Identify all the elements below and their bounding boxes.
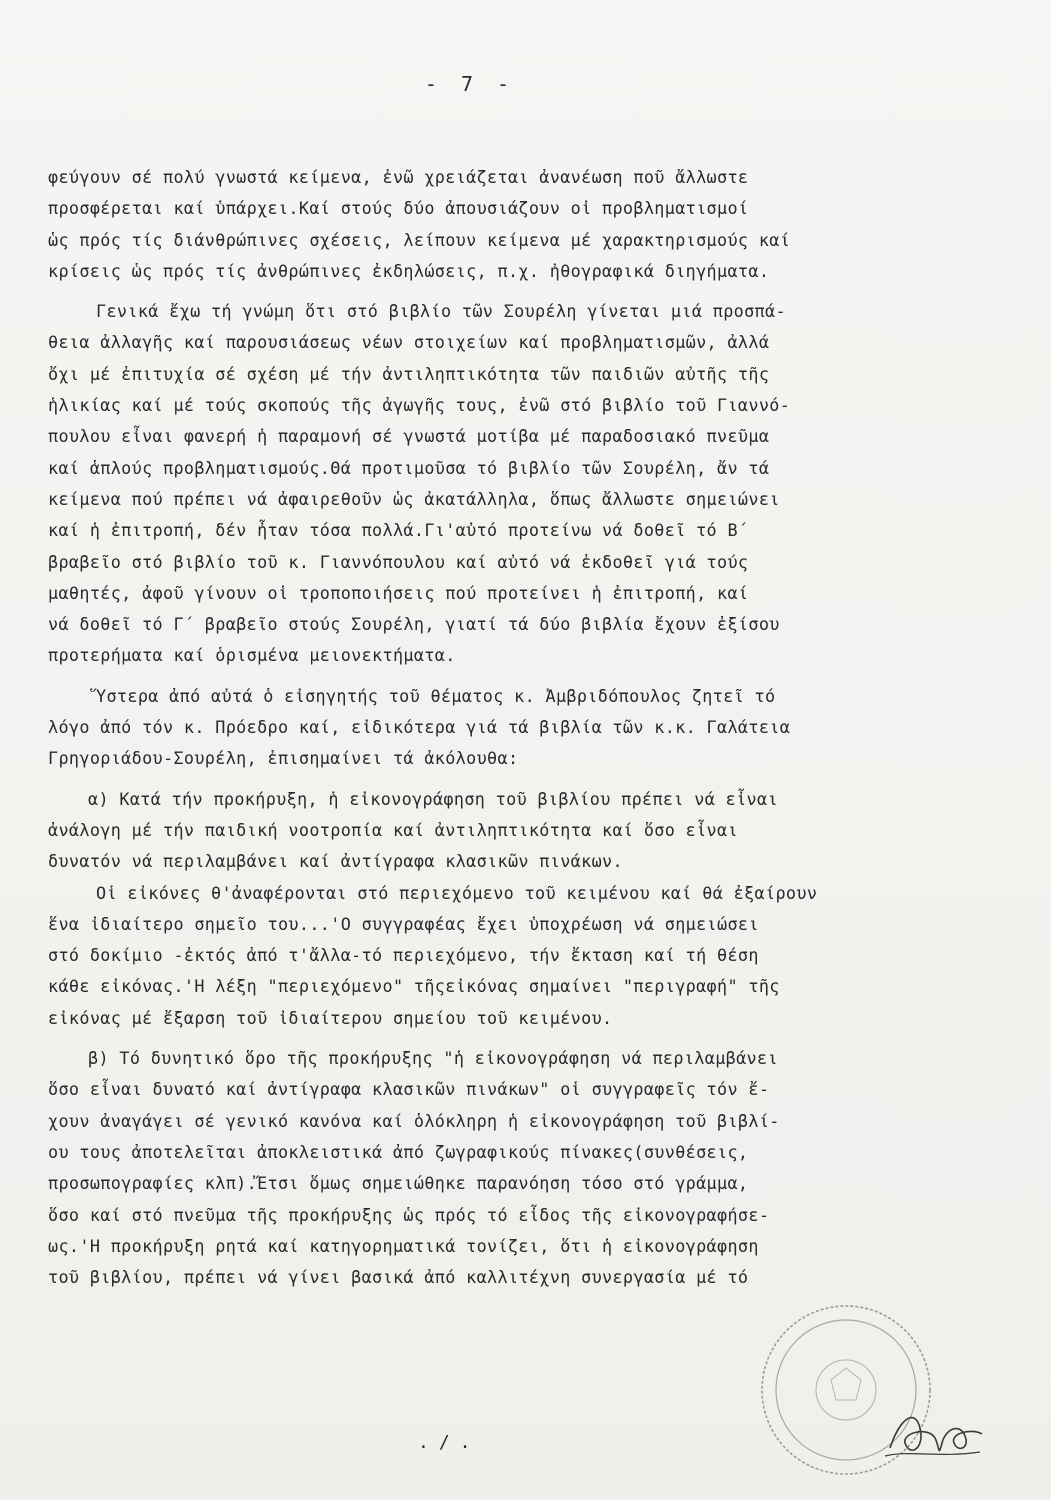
text-line: Γρηγοριάδου-Σουρέλη, ἐπισημαίνει τά ἀκόλουθα: <box>48 748 519 769</box>
text-line: Γενικά ἔχω τή γνώμη ὅτι στό βιβλίο τῶν Σουρέλη γίνεται μιά προσπά- <box>96 301 786 322</box>
text-line: ου τους ἀποτελεῖται ἀποκλειστικά ἀπό ζωγραφικούς πίνακες(συνθέσεις, <box>48 1141 749 1162</box>
handwritten-signature <box>880 1398 990 1468</box>
text-line: προτερήματα καί ὁρισμένα μειονεκτήματα. <box>48 645 456 666</box>
text-line: εἰκόνας μέ ἔξαρση τοῦ ἰδιαίτερου σημείου τοῦ κειμένου. <box>48 1007 613 1028</box>
continuation-mark: ./. <box>418 1432 481 1453</box>
text-line: μαθητές, ἀφοῦ γίνουν οἱ τροποποιήσεις πού προτείνει ἡ ἐπιτροπή, καί <box>48 582 749 603</box>
text-line: νά δοθεῖ τό Γ΄ βραβεῖο στούς Σουρέλη, γιατί τά δύο βιβλία ἔχουν ἐξίσου <box>48 614 780 635</box>
text-line: λόγο ἀπό τόν κ. Πρόεδρο καί, εἰδικότερα γιά τά βιβλία τῶν κ.κ. Γαλάτεια <box>48 717 791 738</box>
text-line: ἀνάλογη μέ τήν παιδική νοοτροπία καί ἀντιληπτικότητα καί ὅσο εἶναι <box>48 819 738 840</box>
text-line: β) Τό δυνητικό ὅρο τῆς προκήρυξης "ἡ εἰκονογράφηση νά περιλαμβάνει <box>88 1048 778 1069</box>
text-line: ὅσο καί στό πνεῦμα τῆς προκήρυξης ὡς πρός τό εἶδος τῆς εἰκονογραφήσε- <box>48 1204 770 1225</box>
text-line: κρίσεις ὡς πρός τίς ἀνθρώπινες ἐκδηλώσεις, π.χ. ἠθογραφικά διηγήματα. <box>48 260 770 281</box>
text-line: δυνατόν νά περιλαμβάνει καί ἀντίγραφα κλασικῶν πινάκων. <box>48 851 623 872</box>
text-line: τοῦ βιβλίου, πρέπει νά γίνει βασικά ἀπό καλλιτέχνη συνεργασία μέ τό <box>48 1267 749 1288</box>
paragraph-gap <box>48 287 1033 296</box>
text-line: χουν ἀναγάγει σέ γενικό κανόνα καί ὁλόκληρη ἡ εἰκονογράφηση τοῦ βιβλί- <box>48 1110 780 1131</box>
text-line: στό δοκίμιο -ἐκτός ἀπό τ'ἄλλα-τό περιεχόμενο, τήν ἔκταση καί τή θέση <box>48 945 759 966</box>
paragraph-gap <box>48 1034 1033 1043</box>
text-line: ως.'Η προκήρυξη ρητά καί κατηγορηματικά τονίζει, ὅτι ἡ εἰκονογράφηση <box>48 1235 759 1256</box>
text-line: κείμενα πού πρέπει νά ἀφαιρεθοῦν ὡς ἀκατάλληλα, ὅπως ἄλλωστε σημειώνει <box>48 488 780 509</box>
text-line: καί ἡ ἐπιτροπή, δέν ἦταν τόσα πολλά.Γι'αὐτό προτείνω νά δοθεῖ τό Β΄ <box>48 520 749 541</box>
text-line: ὡς πρός τίς διάνθρώπινες σχέσεις, λείπουν κείμενα μέ χαρακτηρισμούς καί <box>48 229 791 250</box>
text-line: πουλου εἶναι φανερή ἡ παραμονή σέ γνωστά μοτίβα μέ παραδοσιακό πνεῦμα <box>48 426 770 447</box>
text-line: θεια ἀλλαγῆς καί παρουσιάσεως νέων στοιχείων καί προβληματισμῶν, ἀλλά <box>48 332 770 353</box>
document-body <box>48 162 1033 1293</box>
text-line: κάθε εἰκόνας.'Η λέξη "περιεχόμενο" τῆςεἰκόνας σημαίνει "περιγραφή" τῆς <box>48 976 780 997</box>
text-line: προσωπογραφίες κλπ).Ἔτσι ὅμως σημειώθηκε παρανόηση τόσο στό γράμμα, <box>48 1173 749 1194</box>
text-line: ἡλικίας καί μέ τούς σκοπούς τῆς ἀγωγῆς τους, ἐνῶ στό βιβλίο τοῦ Γιαννό- <box>48 395 791 416</box>
text-line: καί ἁπλούς προβληματισμούς.Θά προτιμοῦσα τό βιβλίο τῶν Σουρέλη, ἄν τά <box>48 457 770 478</box>
text-line: ὄχι μέ ἐπιτυχία σέ σχέση μέ τήν ἀντιληπτικότητα τῶν παιδιῶν αὐτῆς τῆς <box>48 363 770 384</box>
text-line: ἕνα ἰδιαίτερο σημεῖο του...'Ο συγγραφέας ἔχει ὑποχρέωση νά σημειώσει <box>48 913 759 934</box>
page-number: - 7 - <box>424 72 516 96</box>
paragraph-gap <box>48 775 1033 784</box>
text-line: ὅσο εἶναι δυνατό καί ἀντίγραφα κλασικῶν πινάκων" οἱ συγγραφεῖς τόν ἔ- <box>48 1079 770 1100</box>
text-line: προσφέρεται καί ὑπάρχει.Καί στούς δύο ἀπουσιάζουν οἱ προβληματισμοί <box>48 198 749 219</box>
paragraph-gap <box>48 672 1033 681</box>
text-line: βραβεῖο στό βιβλίο τοῦ κ. Γιαννόπουλου καί αὐτό νά ἐκδοθεῖ γιά τούς <box>48 551 749 572</box>
text-line: Οἱ εἰκόνες θ'ἀναφέρονται στό περιεχόμενο τοῦ κειμένου καί θά ἐξαίρουν <box>96 882 818 903</box>
text-line: Ὕστερα ἀπό αὐτά ὁ εἰσηγητής τοῦ θέματος κ. Ἀμβριδόπουλος ζητεῖ τό <box>96 685 776 706</box>
text-line: α) Κατά τήν προκήρυξη, ἡ εἰκονογράφηση τοῦ βιβλίου πρέπει νά εἶναι <box>88 788 778 809</box>
text-line: φεύγουν σέ πολύ γνωστά κείμενα, ἐνῶ χρειάζεται ἀνανέωση ποῦ ἄλλωστε <box>48 167 749 187</box>
